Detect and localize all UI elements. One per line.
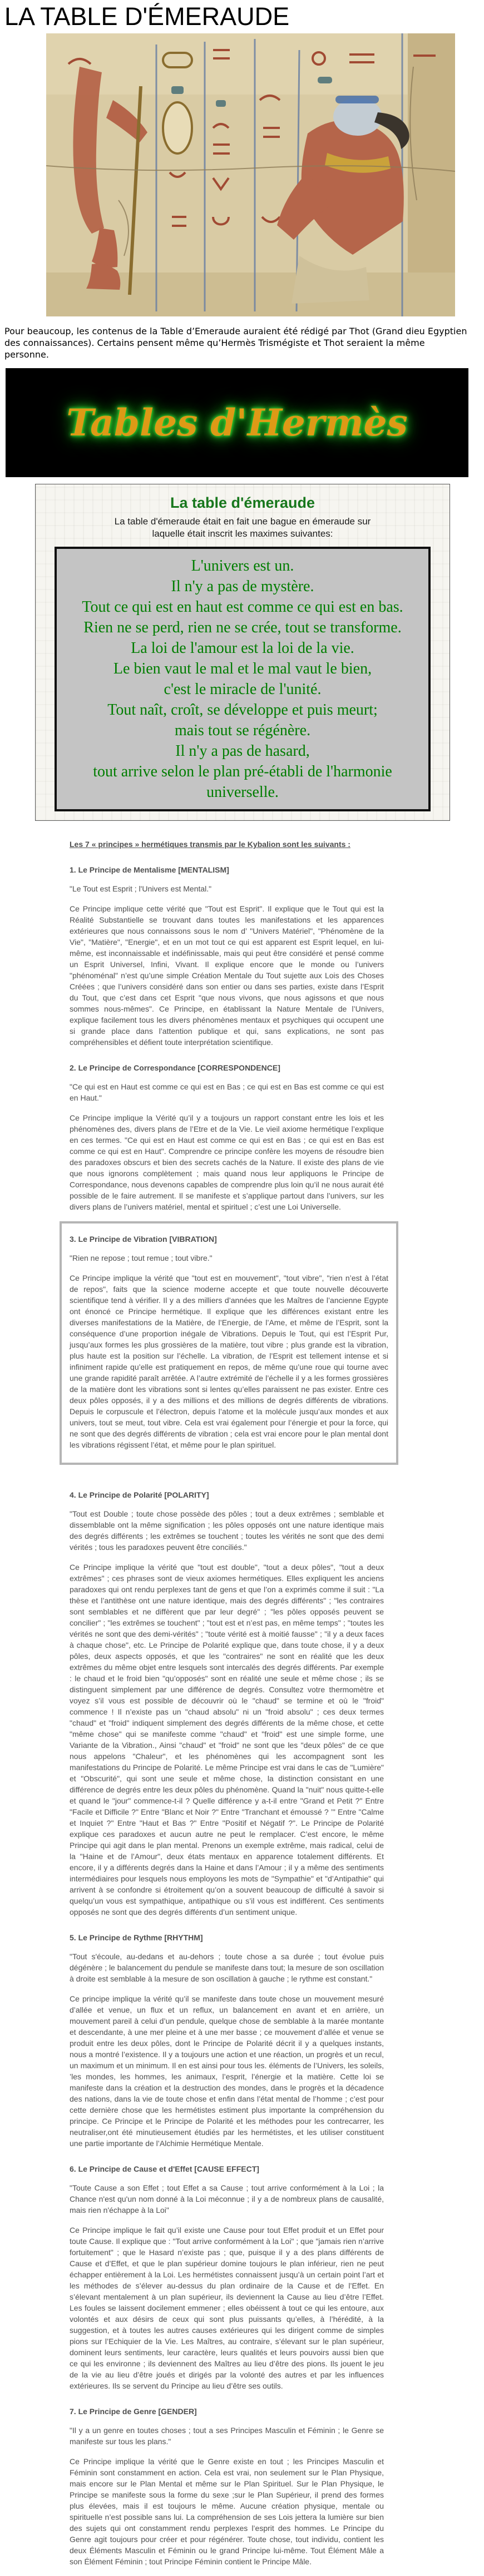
egyptian-relief-thot-image xyxy=(46,33,455,316)
section-body: Ce Principe implique la Vérité qu’il y a toujours un rapport constant entre les lois et les phénomènes des, divers plans de l’Etre et de la Vie. Le vieil axiome hermétique l’explique en ces termes. "Ce qui est en Haut est comme ce qui est en Bas ; ce qui est en Bas est comme ce qui est en Haut". Comprendre ce principe confère les moyens de résoudre bien des paradoxes obscurs et bien des secrets cachés de la Nature. Il existe des plans de vie que nous ignorons complètement ; mais quand nous leur appliquons le Principe de Correspondance, nous devenons capables de comprendre plus loin qu’il ne nous aurait été possible de le faire autrement. Il se manifeste et s’applique partout dans l’univers, sur les divers plans de l’univers matériel, mental et spirituel ; c’est une Loi Universelle. xyxy=(70,1113,384,1211)
emerald-table-box xyxy=(35,484,450,821)
tables-hermes-banner-text: Tables d'Hermès xyxy=(66,401,408,444)
maxim-line: Rien ne se perd, rien ne se crée, tout se transforme. xyxy=(83,619,402,636)
maxim-line: mais tout se régénère. xyxy=(174,722,311,739)
maxim-line: La loi de l'amour est la loi de la vie. xyxy=(131,640,354,657)
section-quote: "Rien ne repose ; tout remue ; tout vibre." xyxy=(70,1254,213,1262)
maxim-line: Il n'y a pas de hasard, xyxy=(175,742,310,760)
section-body: Ce Principe implique la vérité que "tout est en mouvement", "tout vibre", "rien n’est à l’état de repos", faits que la science moderne accepte et que toute nouvelle découverte scientifique tend à vérifier. Il y a des milliers d’années que les Maîtres de l’ancienne Egypte ont énoncé ce Principe hermétique. Il explique que les différences existant entre les diverses manifestations de la Matière, de l’Energie, de l’Ame, et même de l’Esprit, sont la conséquence d’une proportion inégale de Vibrations. Depuis le Tout, qui est l’Esprit Pur, jusqu’aux formes les plus grossières de la matière, tout vibre ; plus grande est la vibration, plus haute est la position sur l’échelle. La vibration, de l’Esprit est tellement intense et si infiniment rapide qu’elle est pratiquement en repos, de même qu’une roue qui tourne avec une grande rapidité paraît arrêtée. A l’autre extrémité de l’échelle il y a les formes grossières de la matière dont les vibrations sont si lentes qu’elles paraissent ne pas exister. Entre ces deux pôles opposés, il y a des millions et des millions de degrés différents de vibrations. Depuis le corpuscule et l’électron, depuis l’atome et la molécule jusqu’aux mondes et aux univers, tout se meut, tout vibre. Cela est vrai également pour l’énergie et pour la force, qui ne sont que des degrés différents de vibration ; cela est vrai encore pour le plan mental dont les vibrations régissent l’état, et même pour le plan spirituel. xyxy=(70,1274,388,1449)
principle-section-cause-effect xyxy=(70,2163,384,2391)
section-title: 7. Le Principe de Genre [GENDER] xyxy=(70,2407,197,2416)
section-quote: "Il y a un genre en toutes choses ; tout a ses Principes Masculin et Féminin ; le Genre se manifeste sur tous les plans." xyxy=(70,2426,384,2446)
emerald-box-subtitle: La table d'émeraude était en fait une bague en émeraude sur laquelle était inscrit les maximes suivantes: xyxy=(114,516,371,539)
page-title: LA TABLE D'ÉMERAUDE xyxy=(4,2,290,31)
emerald-box-heading: La table d'émeraude xyxy=(170,494,315,511)
principle-section-rhythm xyxy=(70,1932,384,2149)
section-body: Ce Principe implique le fait qu’il existe une Cause pour tout Effet produit et un Effet pour toute Cause. Il explique que : "Tout arrive conformément à la Loi" ; que "jamais rien n’arrive fortuitement" ; que le Hasard n’existe pas ; que, puisque il y a des plans différents de Cause et d’Effet, et que le plan supérieur domine toujours le plan inférieur, rien ne peut échapper entièrement à la Loi. Les hermétistes connaissent jusqu’à un certain point l’art et les méthodes de s’élever au-dessus du plan ordinaire de la Cause et de l’Effet. En s’élevant mentalement à un plan supérieur, ils deviennent la Cause au lieu d’être l’Effet. Les foules se laissent docilement emmener ; elles obéissent à tout ce qui les entoure, aux volontés et aux désirs de ceux qui sont plus puissants qu’elles, à l’hérédité, à la suggestion, et à toutes les autres causes extérieures qui les dirigent comme de simples pions sur l’Echiquier de la Vie. Les Maîtres, au contraire, s’élevant sur le plan supérieur, dominent leurs sentiments, leur caractère, leurs qualités et leurs pouvoirs aussi bien que ce qui les environne ; ils deviennent des Maîtres au lieu d’être des pions. Ils jouent le jeu de la vie au lieu d’être joués et dirigés par la volonté des autres et par les influences extérieures. Ils se servent du Principe au lieu d’être ses outils. xyxy=(70,2226,384,2390)
principle-section-polarity xyxy=(70,1489,384,1918)
maxim-line: Tout ce qui est en haut est comme ce qui est en bas. xyxy=(82,598,403,616)
maxim-line: L'univers est un. xyxy=(191,557,294,574)
section-quote: "Tout s'écoule, au-dedans et au-dehors ; toute chose a sa durée ; tout évolue puis dégénère ; le balancement du pendule se manifeste dans tout; la mesure de son oscillation à droite est semblable à la mesure de son oscillation à gauche ; le rythme est constant." xyxy=(70,1952,384,1983)
maxim-line: tout arrive selon le plan pré-établi de l'harmonie xyxy=(93,763,392,780)
principles-content xyxy=(70,839,388,2567)
principles-heading: Les 7 « principes » hermétiques transmis par le Kybalion sont les suivants : xyxy=(70,840,350,849)
maxim-line: Le bien vaut le mal et le mal vaut le bien, xyxy=(113,660,372,677)
section-quote: "Ce qui est en Haut est comme ce qui est en Bas ; ce qui est en Bas est comme ce qui est en Haut." xyxy=(70,1082,384,1102)
section-title: 4. Le Principe de Polarité [POLARITY] xyxy=(70,1490,209,1499)
maxim-line: Tout naît, croît, se développe et puis meurt; xyxy=(107,701,378,719)
section-title: 2. Le Principe de Correspondance [CORRESPONDENCE] xyxy=(70,1063,280,1072)
principle-section-mentalism xyxy=(70,864,384,1048)
section-body: Ce Principe implique la vérité que le Genre existe en tout ; les Principes Masculin et Féminin sont constamment en action. Cela est vrai, non seulement sur le Plan Physique, mais encore sur le Plan Mental et même sur le Plan Spirituel. Sur le Plan Physique, le Principe se manifeste sous la forme du sexe ;sur le Plan Supérieur, il prend des formes plus élevées, mais il est toujours le même. Aucune création physique, mentale ou spirituelle n’est possible sans lui. La compréhension de ses Lois jettera la lumière sur bien des sujets qui ont constamment rendu perplexes l’esprit des hommes. Le Principe du Genre agit toujours pour créer et pour régénérer. Toute chose, tout individu, contient les deux Éléments Masculin et Féminin ou le grand Principe lui-même. Tout Élément Mâle a son Élément Féminin ; tout Principe Féminin contient le Principe Mâle. xyxy=(70,2457,384,2566)
section-body: Ce principe implique la vérité qu’il se manifeste dans toute chose un mouvement mesuré d’allée et venue, un flux et un reflux, un balancement en avant et en arrière, un mouvement pareil à celui d’un pendule, quelque chose de semblable à la marée montante et descendante, à une mer pleine et à une mer basse ; ce mouvement d’allée et venue se produit entre les deux pôles, dont le Principe de Polarité décrit il y a quelques instants, nous a montré l’existence. Il y a toujours une action et une réaction, un progrès et un recul, un maximum et un minimum. Il en est ainsi pour tous les. éléments de l’Univers, les soleils, ’les mondes, les hommes, les animaux, l’esprit, l’énergie et la matière. Cette loi se manifeste dans la création et la destruction des mondes, dans le progrès et la décadence des nations, dans la vie de toute chose et enfin dans l’état mental de l’homme ; c’est pour cette dernière chose que les hermétistes estiment plus importante la compréhension du principe. Ce Principe et le Principe de Polarité et les méthodes pour les contrecarrer, les neutraliser,ont été minutieusement étudiés par les hermétistes, et les utiliser constituent une partie importante de l’Alchimie Hermétique Mentale. xyxy=(70,1994,384,2148)
section-title: 5. Le Principe de Rythme [RHYTHM] xyxy=(70,1933,203,1942)
section-quote: "Toute Cause a son Effet ; tout Effet a sa Cause ; tout arrive conformément à la Loi ; la Chance n'est qu'un nom donné à la Loi méconnue ; il y a de nombreux plans de causalité, mais rien n'échappe à la Loi" xyxy=(70,2183,384,2215)
section-body: Ce Principe implique cette vérité que "Tout est Esprit". Il explique que le Tout qui est la Réalité Substantielle se trouvant dans toutes les manifestations et les apparences extérieures que nous connaissons sous le nom d’ "Univers Matériel", "Phénomène de la Vie", "Matière", "Energie", et en un mot tout ce qui est apparent est Esprit lequel, en lui-même, est inconnaissable et indéfinissable, mais qui peut être considéré et pensé comme un Esprit Universel, Infini, Vivant. Il explique encore que le monde ou l’univers "phénoménal" n’est qu’une simple Création Mentale du Tout sujette aux Lois des Choses Créées ; que l’univers considéré dans son entier ou dans ses parties, existe dans l’Esprit du Tout, que c’est dans cet Esprit "que nous vivons, que nous agissons et que nous sommes nous-mêmes". Ce Principe, en établissant la Nature Mentale de l’Univers, explique facilement tous les divers phénomènes mentaux et psychiques qui occupent une si grande place dans l’attention publique et qui, sans explications, ne sont pas compréhensibles et défient toute interprétation scientifique. xyxy=(70,904,384,1047)
section-title: 1. Le Principe de Mentalisme [MENTALISM] xyxy=(70,865,229,874)
tables-hermes-banner xyxy=(6,368,468,477)
maxims-panel xyxy=(55,547,431,811)
section-body: Ce Principe implique la vérité que "tout est double", "tout a deux pôles", "tout a deux extrêmes" ; ces phrases sont de vieux axiomes hermétiques. Elles expliquent les anciens paradoxes qui ont rendu perplexes tant de gens et que l’on a exprimés comme il suit : "La thèse et l’antithèse ont une nature identique, mais des degrés différents" ; "les contraires sont semblables et ne diffèrent que par leur degré" ; "les pôles opposés peuvent se concilier" ; "les extrêmes se touchent" ; "tout est et n’est pas, en même temps" ; "toutes les vérités ne sont que des demi-vérités" ; "toute vérité est à moitié fausse" ; "il y a deux faces à chaque chose", etc. Le Principe de Polarité explique que, dans toute chose, il y a deux pôles, deux aspects opposés, et que les "contraires" ne sont en réalité que les deux extrêmes du même objet entre lesquels sont intercalés des degrés différents. Par exemple : le chaud et le froid bien "qu’opposés" sont en réalité une seule et même chose ; ils se distinguent simplement par une différence de degrés. Consultez votre thermomètre et voyez s’il vous est possible de découvrir où le "chaud" se termine et où le "froid" commence ! Il n’existe pas un "chaud absolu" ni un "froid absolu" ; ces deux termes "chaud" et "froid" indiquent simplement des degrés différents de la même chose, et cette "même chose" qui se manifeste comme "chaud" et "froid" est une simple forme, une Variante de la Vibration., Ainsi "chaud" et "froid" ne sont que les "deux pôles" de ce que nous appelons "Chaleur", et les phénomènes qui les accompagnent sont les manifestations du Principe de Polarité. Le même Principe est vrai dans le cas de "Lumière" et "Obscurité", qui sont une seule et même chose, la distinction consistant en une différence de degrés entre les deux pôles du phénomène. Quand la "nuit" nous quitte-t-elle et quand le "jour" commence-t-il ? Quelle différence y a-t-il entre "Grand et Petit ?" Entre "Facile et Difficile ?" Entre "Blanc et Noir ?" Entre "Tranchant et émoussé ? ’" Entre "Calme et Inquiet ?" Entre "Haut et Bas ?" Entre "Positif et Négatif ?". Le Principe de Polarité explique ces paradoxes et aucun autre ne peut le remplacer. C’est encore, le même Principe qui agit dans le plan mental. Prenons un exemple extrême, mais radical, celui de la "Haine et de l’Amour", deux états mentaux en apparence totalement différents. Et encore, il y a différents degrés dans la Haine et dans l’Amour ; il y a même des sentiments intermédiaires pour lesquels nous employons les mots de "Sympathie" et "d’Antipathie" qui arrivent à se confondre si étroitement qu’on a souvent beaucoup de difficulté à savoir si quelqu’un vous est sympathique, antipathique ou s’il vous est indifférent. Ces sentiments opposés ne sont que des degrés différents d’un sentiment unique. xyxy=(70,1563,384,1916)
section-quote: "Tout est Double ; toute chose possède des pôles ; tout a deux extrêmes ; semblable et dissemblable ont la même signification ; les pôles opposés ont une nature identique mais des degrés différents ; les extrêmes se touchent ; toutes les vérités ne sont que des demi vérités ; tous les paradoxes peuvent être conciliés." xyxy=(70,1509,384,1552)
section-title: 6. Le Principe de Cause et d'Effet [CAUSE EFFECT] xyxy=(70,2164,259,2173)
section-quote: "Le Tout est Esprit ; l'Univers est Mental." xyxy=(70,884,212,893)
maxim-line: universelle. xyxy=(206,784,279,801)
principle-section-correspondence xyxy=(70,1062,384,1212)
principle-section-gender xyxy=(70,2406,384,2567)
intro-paragraph: Pour beaucoup, les contenus de la Table d’Emeraude auraient été rédigé par Thot (Grand dieu Egyptien des connaissances). Certains pensent même qu’Hermès Trismégiste et Thot seraient la même personne. xyxy=(4,326,467,360)
maxim-line: Il n'y a pas de mystère. xyxy=(171,578,314,595)
section-title: 3. Le Principe de Vibration [VIBRATION] xyxy=(70,1235,217,1244)
maxim-line: c'est le miracle de l'unité. xyxy=(164,681,322,698)
principle-section-vibration xyxy=(60,1221,398,1465)
